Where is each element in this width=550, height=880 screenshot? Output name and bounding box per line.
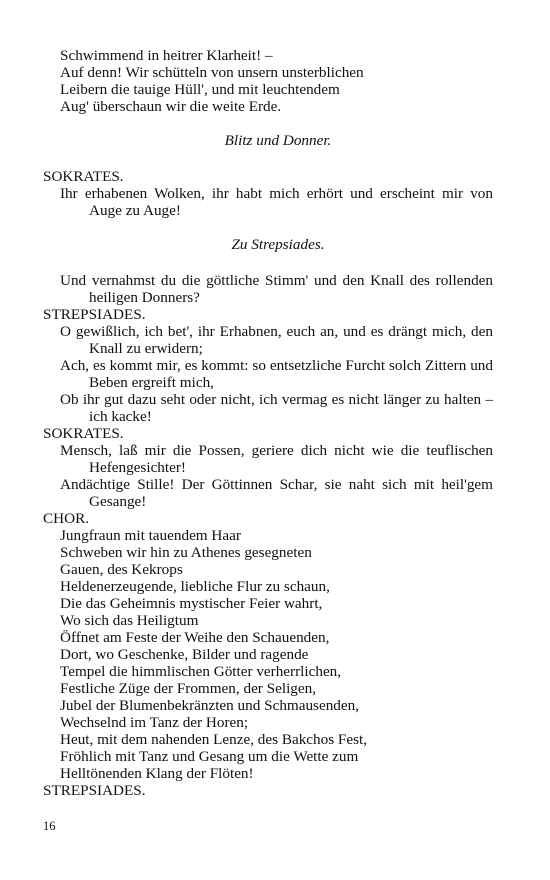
speech-line: Und vernahmst du die göttliche Stimm' und den Knall des rollenden heiligen Donners? — [60, 272, 493, 306]
verse-line: Dort, wo Geschenke, Bilder und ragende — [60, 646, 309, 663]
speech-line: O gewißlich, ich bet', ihr Erhabnen, euch an, und es drängt mich, den Knall zu erwidern; — [60, 323, 493, 357]
page-number: 16 — [43, 819, 56, 833]
verse-line: Öffnet am Feste der Weihe den Schauenden, — [60, 629, 330, 646]
verse-line: Wechselnd im Tanz der Horen; — [60, 714, 249, 731]
verse-line: Heut, mit dem nahenden Lenze, des Bakchos Fest, — [60, 731, 368, 748]
verse-line: Tempel die himmlischen Götter verherrlichen, — [60, 663, 342, 680]
speaker-name: SOKRATES. — [43, 425, 124, 442]
speech-line: Andächtige Stille! Der Göttinnen Schar, sie naht sich mit heil'gem Gesange! — [60, 476, 493, 510]
verse-block-top — [43, 47, 493, 115]
stage-direction: Blitz und Donner. — [224, 132, 332, 149]
speaker-name: CHOR. — [43, 510, 89, 527]
verse-line: Gauen, des Kekrops — [60, 561, 183, 578]
speech-line: Ach, es kommt mir, es kommt: so entsetzliche Furcht solch Zittern und Beben ergreift mich, — [60, 357, 493, 391]
page-body — [43, 47, 493, 799]
verse-line: Jungfraun mit tauendem Haar — [60, 527, 241, 544]
verse-line: Heldenerzeugende, liebliche Flur zu schaun, — [60, 578, 330, 595]
verse-line: Fröhlich mit Tanz und Gesang um die Wette zum — [60, 748, 359, 765]
verse-line: Helltönenden Klang der Flöten! — [60, 765, 254, 782]
verse-line: Wo sich das Heiligtum — [60, 612, 199, 629]
verse-line: Aug' überschaun wir die weite Erde. — [60, 98, 282, 115]
speaker-name: STREPSIADES. — [43, 306, 146, 323]
verse-line: Die das Geheimnis mystischer Feier wahrt, — [60, 595, 323, 612]
verse-line: Schwimmend in heitrer Klarheit! – — [60, 47, 273, 64]
speaker-name: STREPSIADES. — [43, 782, 146, 799]
verse-line: Leibern die tauige Hüll', und mit leuchtendem — [60, 81, 340, 98]
stage-direction: Zu Strepsiades. — [231, 236, 325, 253]
speech-line: Ob ihr gut dazu seht oder nicht, ich vermag es nicht länger zu halten – ich kacke! — [60, 391, 493, 425]
speech-line: Ihr erhabenen Wolken, ihr habt mich erhört und erscheint mir von Auge zu Auge! — [60, 185, 493, 219]
verse-line: Festliche Züge der Frommen, der Seligen, — [60, 680, 317, 697]
verse-line: Jubel der Blumenbekränzten und Schmausenden, — [60, 697, 360, 714]
verse-line: Schweben wir hin zu Athenes gesegneten — [60, 544, 312, 561]
speech-line: Mensch, laß mir die Possen, geriere dich nicht wie die teuflischen Hefengesichter! — [60, 442, 493, 476]
verse-line: Auf denn! Wir schütteln von unsern unsterblichen — [60, 64, 364, 81]
chorus-verse-block — [43, 527, 493, 782]
speaker-name: SOKRATES. — [43, 168, 124, 185]
